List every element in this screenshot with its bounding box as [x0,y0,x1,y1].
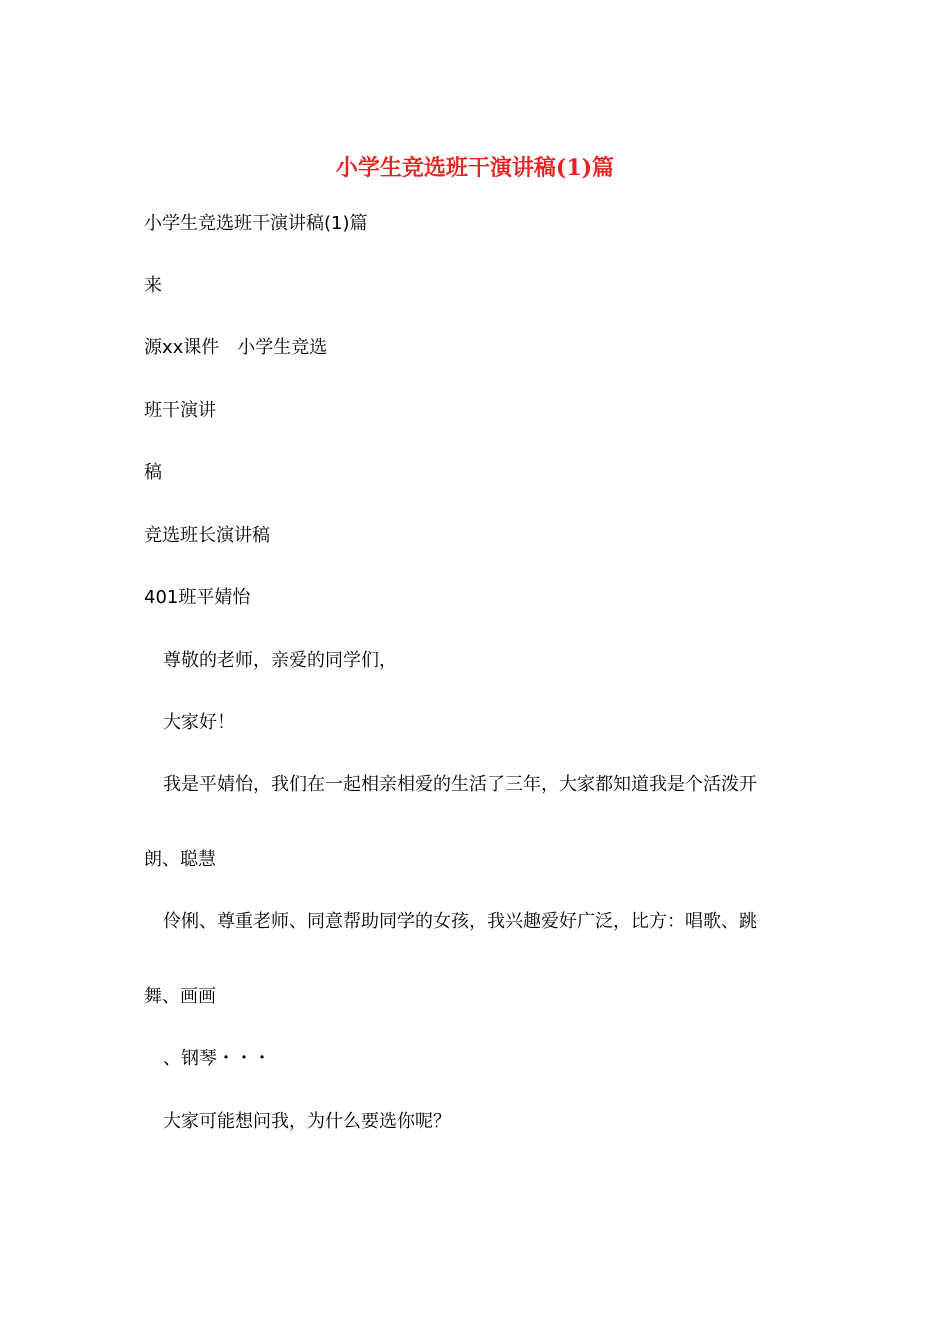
paragraph-line: 大家好！ [163,712,235,733]
paragraph-line: 朗、聪慧 [144,849,216,870]
paragraph-line: 我是平婧怡，我们在一起相亲相爱的生活了三年，大家都知道我是个活泼开 [163,774,757,795]
paragraph-line: 伶俐、尊重老师、同意帮助同学的女孩，我兴趣爱好广泛，比方：唱歌、跳 [163,911,757,932]
paragraph-line: 班干演讲 [144,400,216,421]
paragraph-line: 舞、画画 [144,986,216,1007]
paragraph-line: 大家可能想问我，为什么要选你呢？ [163,1111,451,1132]
paragraph-line: 尊敬的老师，亲爱的同学们， [163,650,397,671]
paragraph-line: 401班平婧怡 [144,587,251,608]
paragraph-line: 源xx课件 小学生竞选 [144,337,328,358]
paragraph-line: 小学生竞选班干演讲稿(1)篇 [144,213,368,234]
paragraph-line: 竞选班长演讲稿 [144,525,270,546]
paragraph-line: 来 [144,275,162,296]
paragraph-line: 、钢琴・・・ [163,1048,271,1069]
paragraph-line: 稿 [144,462,162,483]
document-title: 小学生竞选班干演讲稿(1)篇 [335,155,615,181]
